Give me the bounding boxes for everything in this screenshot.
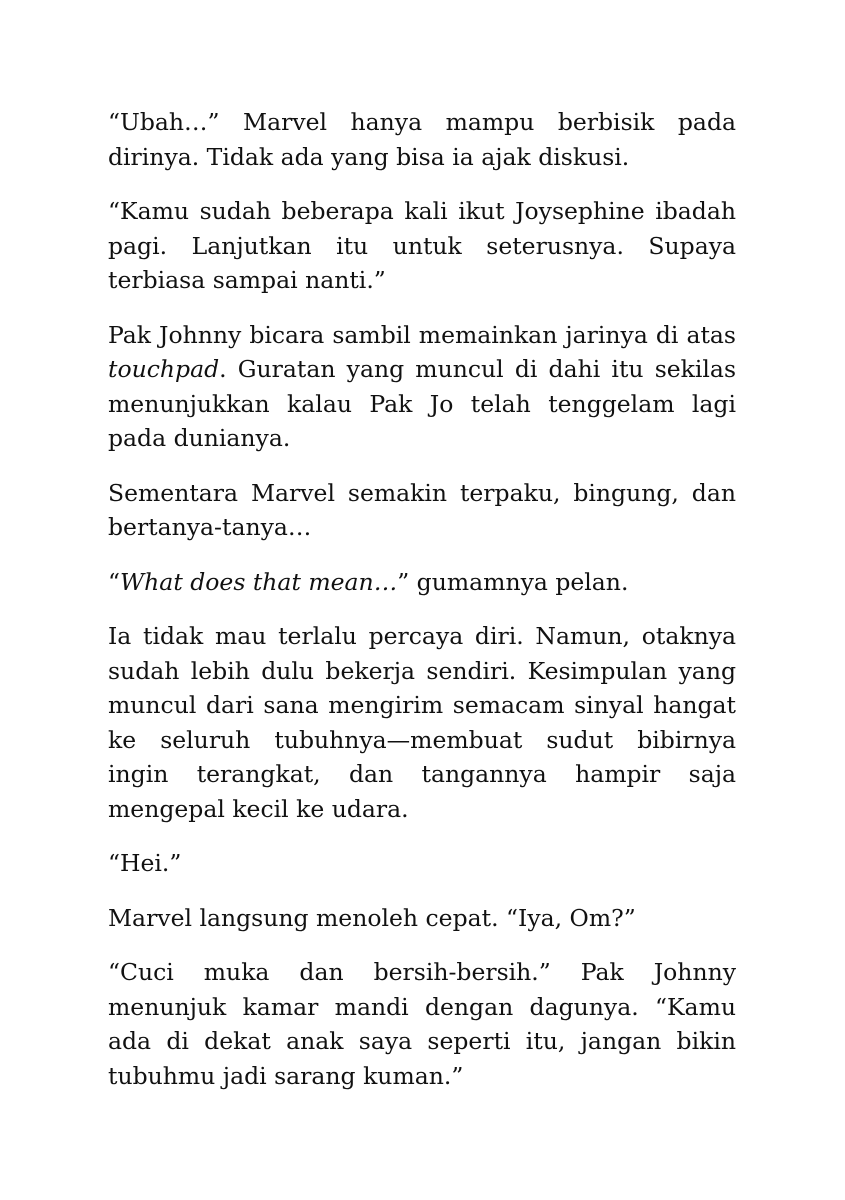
paragraph-1-text: “Ubah…” Marvel hanya mampu berbisik pada dirinya. Tidak ada yang bisa ia ajak diskusi. (108, 108, 736, 171)
paragraph-5-text: ” gumamnya pelan. (397, 567, 629, 596)
paragraph-5-italic-speech: What does that mean… (120, 567, 398, 596)
paragraph-7 (108, 846, 736, 881)
paragraph-9 (108, 955, 736, 1093)
document-page (108, 105, 736, 1113)
paragraph-3-text-b: . Guratan yang muncul di dahi itu sekilas menunjukkan kalau Pak Jo telah tenggelam lagi pada dunianya. (108, 355, 736, 452)
paragraph-2-text: “Kamu sudah beberapa kali ikut Joysephine ibadah pagi. Lanjutkan itu untuk seterusnya. Supaya terbiasa sampai nanti.” (108, 197, 736, 294)
paragraph-4 (108, 476, 736, 545)
paragraph-5-open-quote: “ (108, 567, 121, 596)
paragraph-6 (108, 619, 736, 826)
paragraph-6-text: Ia tidak mau terlalu percaya diri. Namun, otaknya sudah lebih dulu bekerja sendiri. Kesimpulan yang muncul dari sana mengirim semacam sinyal hangat ke seluruh tubuhnya—membuat sudut bibirnya ingin terangkat, dan tangannya hampir saja mengepal kecil ke udara. (108, 622, 736, 823)
paragraph-4-text: Sementara Marvel semakin terpaku, bingung, dan bertanya-tanya… (108, 478, 736, 541)
paragraph-3 (108, 318, 736, 456)
paragraph-8 (108, 901, 736, 936)
paragraph-9-text: “Cuci muka dan bersih-bersih.” Pak Johnny menunjuk kamar mandi dengan dagunya. “Kamu ada di dekat anak saya seperti itu, jangan bikin tubuhmu jadi sarang kuman.” (108, 958, 736, 1090)
paragraph-2 (108, 194, 736, 298)
paragraph-8-text: Marvel langsung menoleh cepat. “Iya, Om?” (108, 903, 636, 932)
paragraph-3-text-a: Pak Johnny bicara sambil memainkan jarinya di atas (108, 320, 736, 349)
paragraph-1 (108, 105, 736, 174)
paragraph-3-italic-term: touchpad (108, 355, 220, 383)
paragraph-5 (108, 565, 736, 600)
paragraph-7-text: “Hei.” (108, 849, 182, 877)
